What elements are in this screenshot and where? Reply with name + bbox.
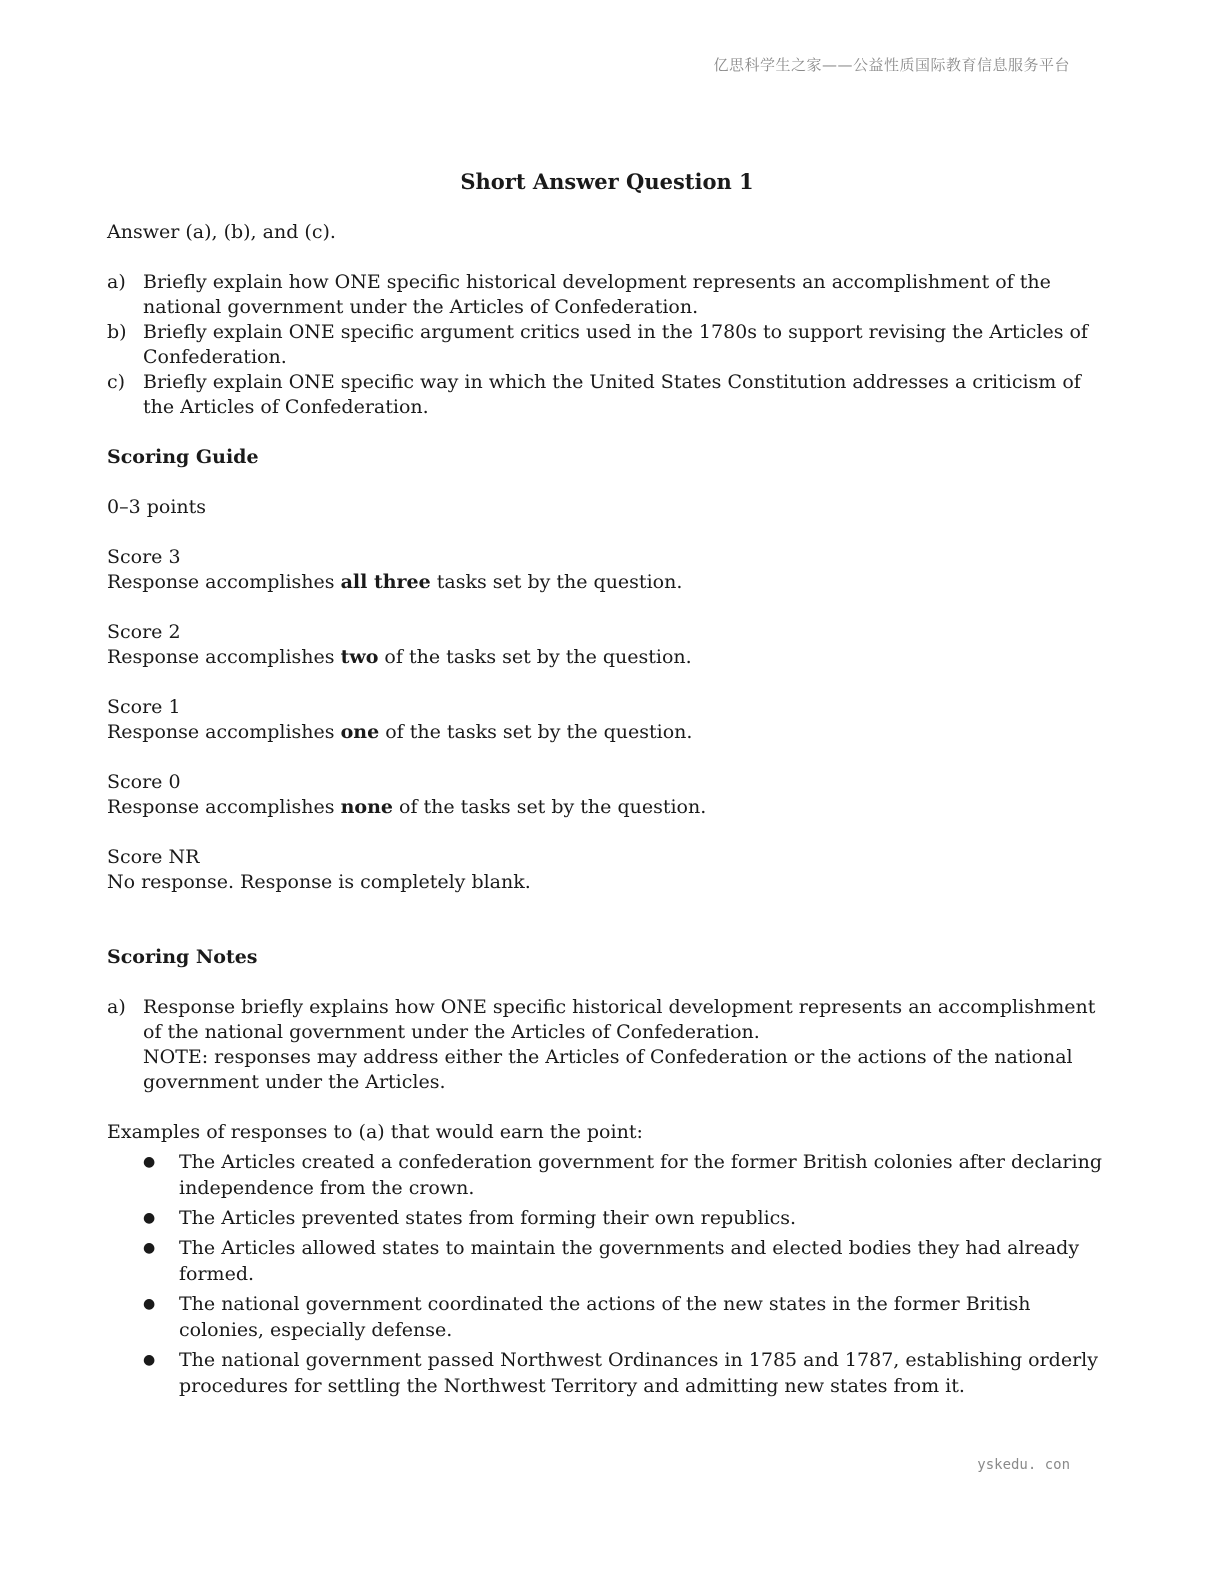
score-block-2 xyxy=(107,620,1107,670)
score-description: Response accomplishes two of the tasks set by the question. xyxy=(107,646,692,668)
score-description: Response accomplishes none of the tasks set by the question. xyxy=(107,796,707,818)
points-range: 0–3 points xyxy=(107,496,207,518)
scoring-notes-list xyxy=(107,995,1107,1095)
note-text: Response briefly explains how ONE specific historical development represents an accomplishment of the national government under the Articles of Confederation. xyxy=(143,996,1096,1043)
note-caveat: NOTE: responses may address either the Articles of Confederation or the actions of the national government under the Articles. xyxy=(143,1046,1073,1093)
question-marker: a) xyxy=(107,271,126,293)
example-item: ● The national government passed Northwest Ordinances in 1785 and 1787, establishing orderly procedures for settling the Northwest Territory and admitting new states from it. xyxy=(107,1347,1107,1399)
scoring-note-item-a xyxy=(107,995,1107,1095)
example-item: ● The national government coordinated the actions of the new states in the former British colonies, especially defense. xyxy=(107,1291,1107,1343)
examples-list xyxy=(107,1149,1107,1399)
score-description: No response. Response is completely blank. xyxy=(107,871,531,893)
question-item-a xyxy=(107,270,1107,320)
instruction-text: Answer (a), (b), and (c). xyxy=(107,221,336,243)
document-body xyxy=(107,168,1107,1403)
score-label: Score 2 xyxy=(107,621,181,643)
examples-intro: Examples of responses to (a) that would earn the point: xyxy=(107,1121,643,1143)
question-marker: c) xyxy=(107,371,126,393)
score-label: Score 3 xyxy=(107,546,181,568)
score-block-0 xyxy=(107,770,1107,820)
example-item: ● The Articles allowed states to maintain the governments and elected bodies they had already formed. xyxy=(107,1235,1107,1287)
score-description: Response accomplishes one of the tasks set by the question. xyxy=(107,721,693,743)
scoring-guide-heading: Scoring Guide xyxy=(107,446,259,468)
note-marker: a) xyxy=(107,996,126,1018)
scoring-notes-heading: Scoring Notes xyxy=(107,946,258,968)
example-item: ● The Articles prevented states from forming their own republics. xyxy=(107,1205,1107,1231)
score-description: Response accomplishes all three tasks set by the question. xyxy=(107,571,683,593)
header-watermark-text: 亿思科学生之家——公益性质国际教育信息服务平台 xyxy=(713,56,1070,74)
footer-watermark-text: yskedu. con xyxy=(977,1457,1070,1473)
score-block-3 xyxy=(107,545,1107,595)
score-label: Score 0 xyxy=(107,771,181,793)
example-item: ● The Articles created a confederation government for the former British colonies after declaring independence from the crown. xyxy=(107,1149,1107,1201)
question-item-c xyxy=(107,370,1107,420)
score-label: Score NR xyxy=(107,846,200,868)
question-item-b xyxy=(107,320,1107,370)
question-text: Briefly explain how ONE specific historical development represents an accomplishment of the national government under the Articles of Confederation. xyxy=(143,271,1051,318)
score-block-1 xyxy=(107,695,1107,745)
question-text: Briefly explain ONE specific way in which the United States Constitution addresses a criticism of the Articles of Confederation. xyxy=(143,371,1081,418)
score-label: Score 1 xyxy=(107,696,181,718)
question-list xyxy=(107,270,1107,420)
page-title: Short Answer Question 1 xyxy=(460,169,754,194)
question-text: Briefly explain ONE specific argument critics used in the 1780s to support revising the Articles of Confederation. xyxy=(143,321,1088,368)
question-marker: b) xyxy=(107,321,127,343)
score-block-nr xyxy=(107,845,1107,895)
